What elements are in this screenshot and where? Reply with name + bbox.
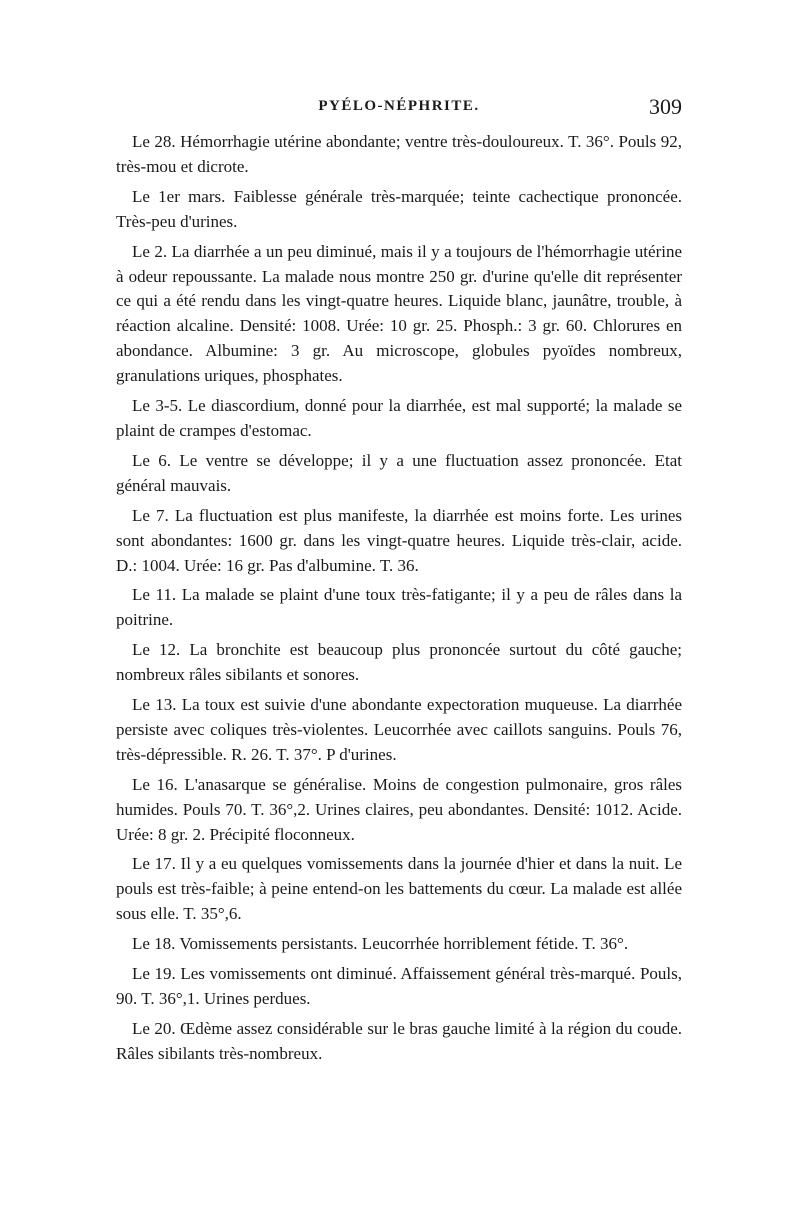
entry-paragraph: Le 1er mars. Faiblesse générale très-marquée; teinte cachectique prononcée. Très-peu d'urines.: [116, 186, 682, 231]
entry-paragraph: Le 6. Le ventre se développe; il y a une fluctuation assez prononcée. Etat général mauvais.: [116, 450, 682, 495]
entry-paragraph: Le 17. Il y a eu quelques vomissements dans la journée d'hier et dans la nuit. Le pouls est très-faible; à peine entend-on les battements du cœur. La malade est allée sous elle. T. 35°,6.: [116, 854, 682, 924]
entry-paragraph: Le 28. Hémorrhagie utérine abondante; ventre très-douloureux. T. 36°. Pouls 92, très-mou et dicrote.: [116, 132, 682, 176]
entry-paragraph: Le 2. La diarrhée a un peu diminué, mais il y a toujours de l'hémorrhagie utérine à odeur repoussante. La malade nous montre 250 gr. d'urine qu'elle dit représenter ce qui a été rendu dans les vingt-quatre heures. Liquide blanc, jaunâtre, trouble, à réaction alcaline. Densité: 1008. Urée: 10 gr. 25. Phosph.: 3 gr. 60. Chlorures en abondance. Albumine: 3 gr. Au microscope, globules pyoïdes nombreux, granulations uriques, phosphates.: [116, 241, 682, 386]
running-title: PYÉLO-NÉPHRITE.: [318, 98, 480, 114]
entry-paragraph: Le 19. Les vomissements ont diminué. Affaissement général très-marqué. Pouls, 90. T. 36°,1. Urines perdues.: [116, 964, 682, 1008]
entry-paragraph: Le 13. La toux est suivie d'une abondante expectoration muqueuse. La diarrhée persiste avec coliques très-violentes. Leucorrhée avec caillots sanguins. Pouls 76, très-dépressible. R. 26. T. 37°. P d'urines.: [116, 695, 682, 764]
entry-paragraph: Le 3-5. Le diascordium, donné pour la diarrhée, est mal supporté; la malade se plaint de crampes d'estomac.: [116, 396, 682, 440]
entry-paragraph: Le 18. Vomissements persistants. Leucorrhée horriblement fétide. T. 36°.: [132, 934, 629, 954]
entry-paragraph: Le 12. La bronchite est beaucoup plus prononcée surtout du côté gauche; nombreux râles sibilants et sonores.: [116, 640, 682, 685]
entry-paragraph: Le 16. L'anasarque se généralise. Moins de congestion pulmonaire, gros râles humides. Pouls 70. T. 36°,2. Urines claires, peu abondantes. Densité: 1012. Acide. Urée: 8 gr. 2. Précipité floconneux.: [116, 774, 682, 844]
running-head: [116, 94, 682, 124]
entry-paragraph: Le 20. Œdème assez considérable sur le bras gauche limité à la région du coude. Râles sibilants très-nombreux.: [116, 1018, 682, 1063]
page-number: 309: [649, 94, 682, 119]
entry-paragraph: Le 7. La fluctuation est plus manifeste, la diarrhée est moins forte. Les urines sont abondantes: 1600 gr. dans les vingt-quatre heures. Liquide très-clair, acide. D.: 1004. Urée: 16 gr. Pas d'albumine. T. 36.: [116, 505, 682, 575]
body-text: [116, 130, 682, 1072]
entry-paragraph: Le 11. La malade se plaint d'une toux très-fatigante; il y a peu de râles dans la poitrine.: [116, 585, 682, 630]
